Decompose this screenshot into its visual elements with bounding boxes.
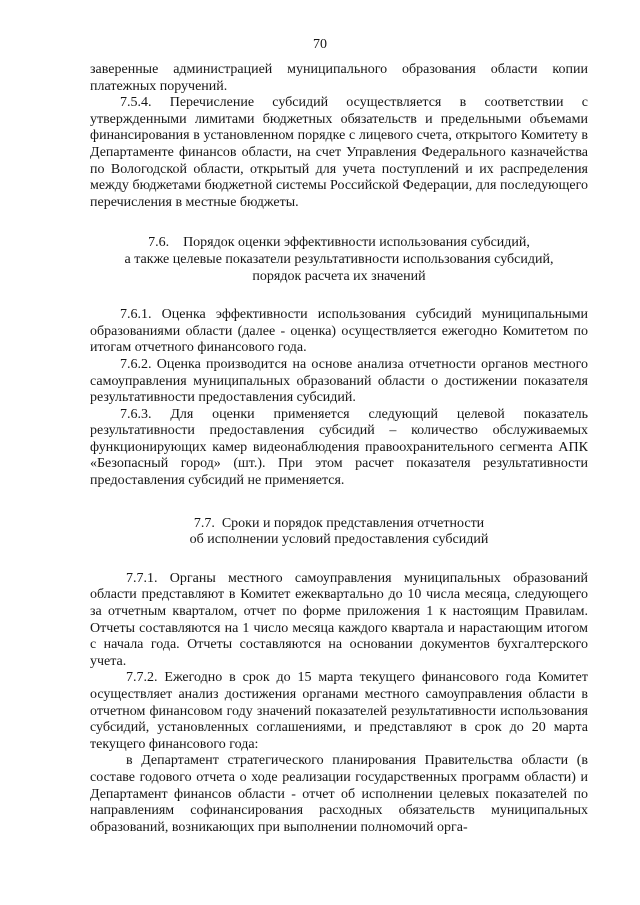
paragraph-7-6-1: 7.6.1. Оценка эффективности использования субсидий муниципальными образованиями области (далее - оценка) осуществляется ежегодно Комитетом по итогам отчетного финансового года. bbox=[90, 307, 588, 356]
paragraph-7-6-2: 7.6.2. Оценка производится на основе анализа отчетности органов местного самоуправления муниципальных образований области о достижении показателя результативности предоставления субсидий. bbox=[90, 356, 588, 406]
paragraph-7-7-2: 7.7.2. Ежегодно в срок до 15 марта текущего финансового года Комитет осуществляет анализ достижения органами местного самоуправления области в отчетном финансовом году значений показателей результативности использования субсидий, установленных соглашениями, и представляют в срок до 20 марта текущего финансового года: bbox=[90, 670, 588, 752]
paragraph-7-5-4: 7.5.4. Перечисление субсидий осуществляется в соответствии с утвержденными лимитами бюджетных обязательств и предельными объемами финансирования в установленном порядке с лицевого счета, открытого Комитету в Департаменте финансов области, на счет Управления Федерального казначейства по Вологодской области, открытый для учета поступлений и их распределения между бюджетами бюджетной системы Российской Федерации, для последующего перечисления в местные бюджеты. bbox=[90, 95, 588, 210]
page-number: 70 bbox=[313, 37, 327, 52]
section-heading-line: 7.6. Порядок оценки эффективности использования субсидий, bbox=[148, 235, 530, 251]
section-heading-line: а также целевые показатели результативности использования субсидий, bbox=[124, 251, 554, 267]
paragraph-continuation: заверенные администрацией муниципального образования области копии платежных поручений. bbox=[90, 62, 588, 94]
document-body bbox=[90, 62, 588, 836]
paragraph-7-6-3: 7.6.3. Для оценки применяется следующий целевой показатель результативности предоставления субсидий – количество обслуживаемых функционирующих камер видеонаблюдения правоохранительного сегмента АПК «Безопасный город» (шт.). При этом расчет показателя результативности предоставления субсидий не применяется. bbox=[90, 406, 588, 489]
section-heading-line: об исполнении условий предоставления субсидий bbox=[189, 532, 489, 548]
section-heading-7-6 bbox=[90, 235, 588, 285]
paragraph-report-recipients: в Департамент стратегического планирования Правительства области (в составе годового отчета о ходе реализации государственных программ области) и Департамент финансов области - отчет об исполнении целевых показателей по направлениям софинансирования расходных обязательств муниципальных образований, возникающих при выполнении полномочий орга- bbox=[90, 753, 588, 835]
section-heading-line: порядок расчета их значений bbox=[252, 268, 426, 284]
section-heading-line: 7.7. Сроки и порядок представления отчетности bbox=[193, 515, 485, 531]
section-heading-7-7 bbox=[90, 516, 588, 549]
paragraph-7-7-1: 7.7.1. Органы местного самоуправления муниципальных образований области представляют в Комитет ежеквартально до 10 числа месяца, следующего за отчетным кварталом, отчет по форме приложения 1 к настоящим Правилам. Отчеты составляются на 1 число месяца каждого квартала и нарастающим итогом с начала года. Отчеты составляются на основании документов бухгалтерского учета. bbox=[90, 570, 588, 669]
